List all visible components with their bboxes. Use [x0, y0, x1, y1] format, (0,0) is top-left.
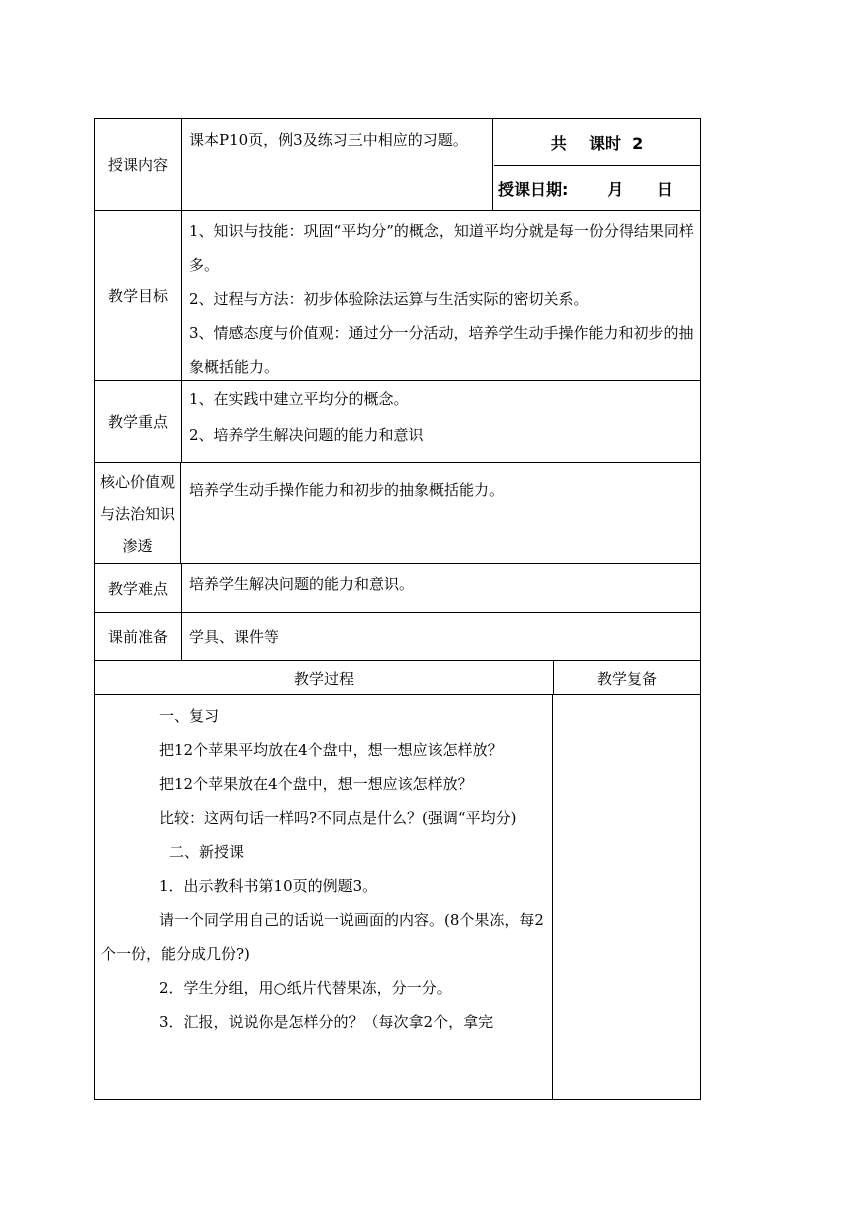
process-line: 把12个苹果平均放在4个盘中，想一想应该怎样放？: [159, 741, 503, 759]
process-content: [95, 695, 553, 1099]
core-values-text: 培养学生动手操作能力和初步的抽象概括能力。: [189, 481, 505, 499]
key-point-item: 2、培养学生解决问题的能力和意识: [189, 426, 424, 444]
label-key-points: 教学重点: [95, 381, 182, 463]
row-process-body: [95, 694, 700, 1099]
process-line: 3．汇报，说说你是怎样分的？（每次拿2个，拿完: [159, 1013, 494, 1031]
row-lesson-content: [95, 119, 700, 210]
header-teaching-process: 教学过程: [95, 661, 554, 695]
row-difficulty: [95, 563, 700, 613]
objective-item: 3、情感态度与价值观：通过分一分活动，培养学生动手操作能力和初步的抽象概括能力。: [189, 324, 694, 376]
process-line: 1．出示教科书第10页的例题3。: [159, 877, 378, 895]
label-difficulty: 教学难点: [95, 564, 182, 613]
lesson-plan-table: [94, 118, 701, 1100]
objective-item: 1、知识与技能：巩固“平均分”的概念，知道平均分就是每一份分得结果同样多。: [189, 222, 694, 274]
difficulty-text: 培养学生解决问题的能力和意识。: [189, 575, 415, 593]
label-lesson-content: 授课内容: [95, 119, 182, 210]
row-core-values: [95, 462, 700, 564]
process-line: 请一个同学用自己的话说一说画面的内容。(8个果冻，每2个一份，能分成几份?): [101, 911, 544, 963]
row-objectives: [95, 210, 700, 381]
header-teaching-review: 教学复备: [596, 669, 657, 688]
label-objectives: 教学目标: [95, 211, 182, 381]
label-core-values: 核心价值观与法治知识渗透: [95, 463, 181, 564]
process-line: 一、复习: [159, 707, 220, 725]
process-line: 2．学生分组，用○纸片代替果冻，分一分。: [159, 979, 452, 997]
process-line: 比较：这两句话一样吗?不同点是什么？(强调“平均分): [159, 809, 517, 827]
lesson-count: 共 课时 2: [494, 119, 700, 166]
row-process-header: [95, 660, 700, 695]
objective-item: 2、过程与方法：初步体验除法运算与生活实际的密切关系。: [189, 290, 589, 308]
row-key-points: [95, 380, 700, 463]
process-line: 把12个苹果放在4个盘中，想一想应该怎样放？: [159, 775, 473, 793]
label-preparation: 课前准备: [95, 613, 182, 661]
lesson-date: 授课日期: 月 日: [498, 179, 673, 199]
row-preparation: [95, 612, 700, 661]
key-points-content: [182, 381, 700, 463]
review-notes-column: [554, 695, 700, 1099]
lesson-meta: [494, 119, 700, 210]
lesson-content-text: 课本P10页，例3及练习三中相应的习题。: [182, 119, 493, 210]
key-point-item: 1、在实践中建立平均分的概念。: [189, 390, 409, 408]
objectives-content: [182, 211, 700, 381]
preparation-text: 学具、课件等: [189, 628, 280, 646]
process-line: 二、新授课: [169, 843, 245, 861]
